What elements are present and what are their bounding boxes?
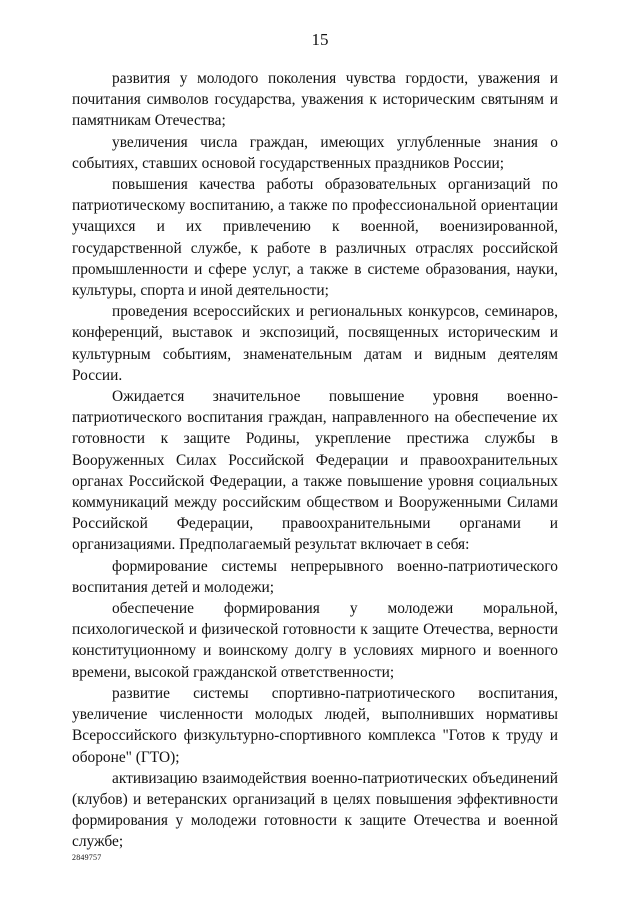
paragraph-2: увеличения числа граждан, имеющих углубленные знания о событиях, ставших основой государственных праздников России;: [72, 133, 558, 172]
paragraph-3: повышения качества работы образовательных организаций по патриотическому воспитанию, а также по профессиональной ориентации учащихся и их привлечению к военной, военизированной, государственной службе, к работе в различных отраслях российской промышленности и сфере услуг, а также в системе образования, науки, культуры, спорта и иной деятельности;: [72, 176, 558, 300]
paragraph-9: активизацию взаимодействия военно-патриотических объединений (клубов) и ветеранских организаций в целях повышения эффективности формирования у молодежи готовности к защите Отечества и военной службе;: [72, 769, 558, 851]
document-body: [72, 68, 558, 853]
paragraph-5: Ожидается значительное повышение уровня военно-патриотического воспитания граждан, направленного на обеспечение их готовности к защите Родины, укрепление престижа службы в Вооруженных Силах Российской Федерации и правоохранительных органах Российской Федерации, а также повышение уровня социальных коммуникаций между российским обществом и Вооруженными Силами Российской Федерации, правоохранительными органами и организациями. Предполагаемый результат включает в себя:: [72, 388, 558, 554]
document-id: 2849757: [72, 853, 102, 862]
paragraph-7: обеспечение формирования у молодежи моральной, психологической и физической готовности к защите Отечества, верности конституционному и воинскому долгу в условиях мирного и военного времени, высокой гражданской ответственности;: [72, 600, 558, 681]
paragraph-4: проведения всероссийских и региональных конкурсов, семинаров, конференций, выставок и экспозиций, посвященных историческим и культурным событиям, знаменательным датам и видным деятелям России.: [72, 303, 558, 384]
paragraph-1: развития у молодого поколения чувства гордости, уважения и почитания символов государства, уважения к историческим святыням и памятникам Отечества;: [72, 70, 558, 130]
paragraph-6: формирование системы непрерывного военно-патриотического воспитания детей и молодежи;: [72, 557, 558, 596]
paragraph-8: развитие системы спортивно-патриотического воспитания, увеличение численности молодых людей, выполнивших нормативы Всероссийского физкультурно-спортивного комплекса "Готов к труду и обороне" (ГТО);: [72, 684, 558, 766]
page-number: 15: [311, 30, 329, 49]
